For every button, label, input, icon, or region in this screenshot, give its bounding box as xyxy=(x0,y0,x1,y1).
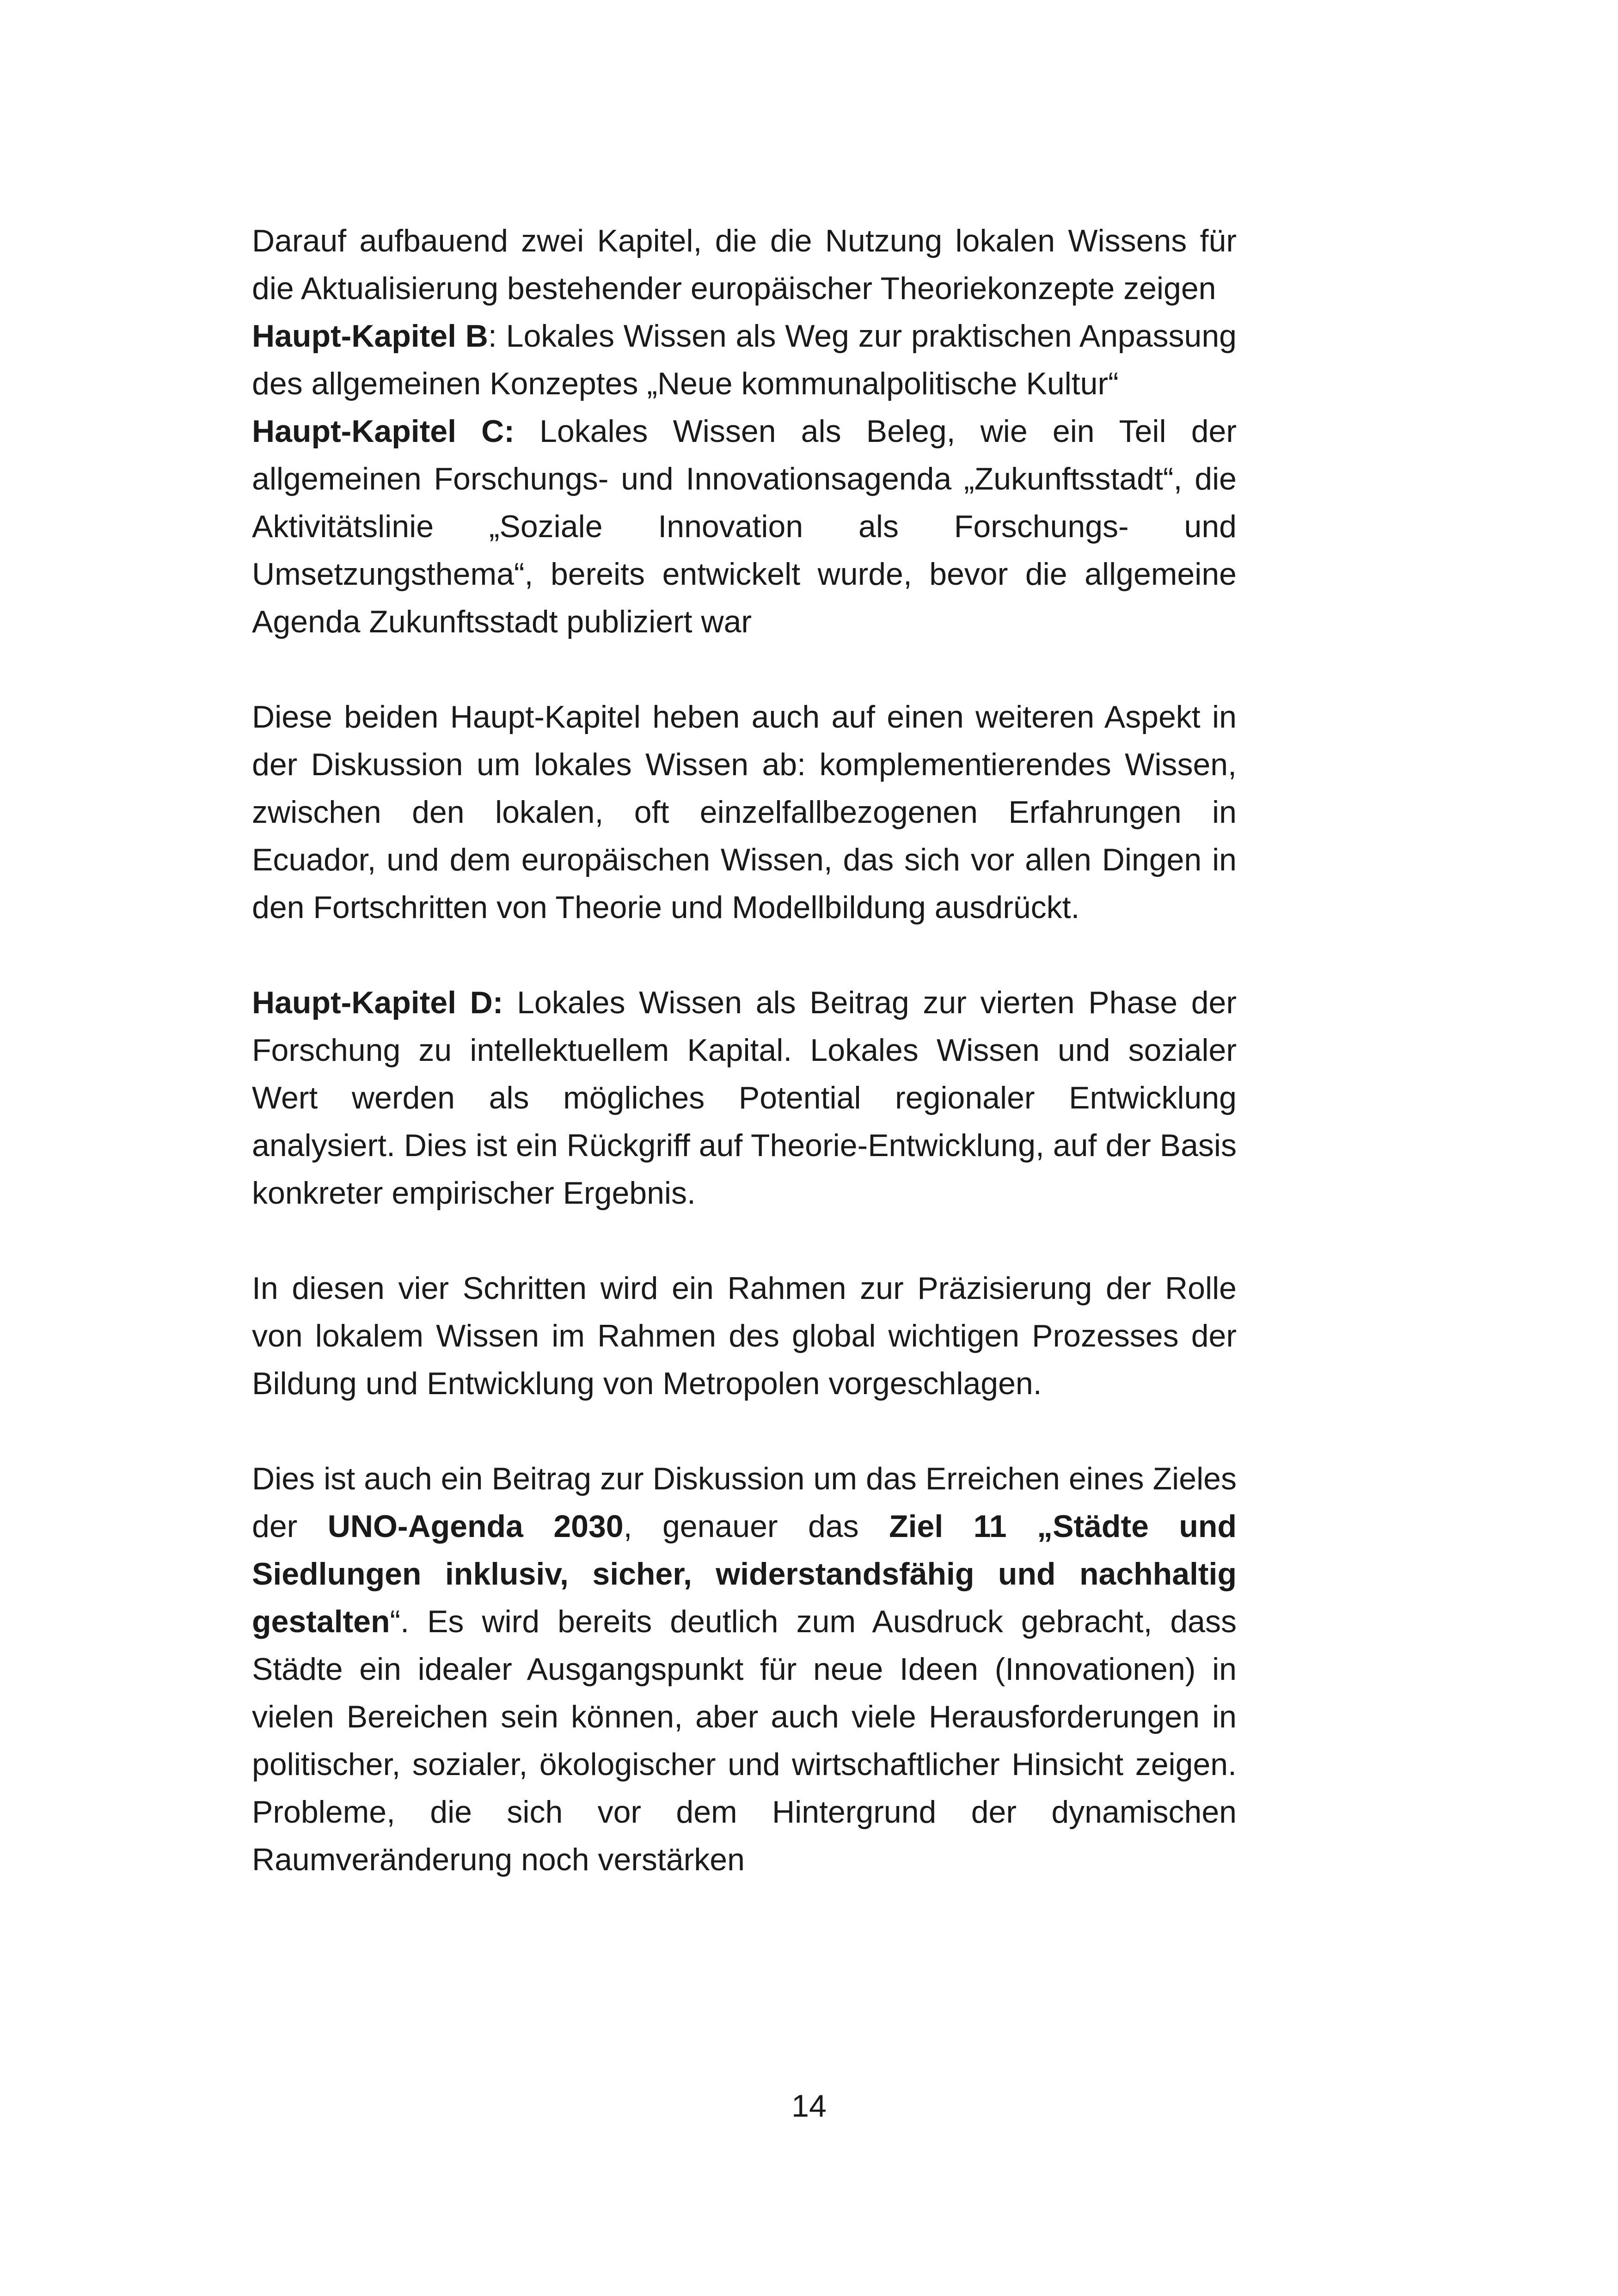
chapter-b-paragraph xyxy=(252,312,1237,408)
body-text xyxy=(252,217,1237,1884)
paragraph-gap xyxy=(252,646,1237,693)
chapter-b-text: : Lokales Wissen als Weg zur praktischen Anpassung des allgemeinen Konzeptes „Neue kommunalpolitische Kultur“ xyxy=(252,318,1237,401)
goal-11-label: Ziel 11 „Städte und Siedlungen inklusiv, sicher, widerstandsfähig und nachhaltig gestalten xyxy=(252,1509,1237,1639)
paragraph-gap xyxy=(252,931,1237,979)
agenda-text-part2: , genauer das xyxy=(623,1509,889,1544)
paragraph-gap xyxy=(252,1408,1237,1455)
chapter-c-text: Lokales Wissen als Beleg, wie ein Teil der allgemeinen Forschungs- und Innovationsagenda „Zukunftsstadt“, die Aktivitätslinie „Soziale Innovation als Forschungs- und Umsetzungsthema“, bereits entwickelt wurde, bevor die allgemeine Agenda Zukunftsstadt publiziert war xyxy=(252,414,1237,639)
chapter-c-label: Haupt-Kapitel C: xyxy=(252,414,515,449)
page-number: 14 xyxy=(791,2088,827,2124)
chapter-d-paragraph xyxy=(252,979,1237,1217)
chapter-b-label: Haupt-Kapitel B xyxy=(252,318,488,354)
chapter-d-text: Lokales Wissen als Beitrag zur vierten Phase der Forschung zu intellektuellem Kapital. Lokales Wissen und sozialer Wert werden als mögliches Potential regionaler Entwicklung analysiert. Dies ist ein Rückgriff auf Theorie-Entwicklung, auf der Basis konkreter empirischer Ergebnis. xyxy=(252,985,1237,1211)
uno-agenda-label: UNO-Agenda 2030 xyxy=(327,1509,624,1544)
agenda-paragraph xyxy=(252,1455,1237,1884)
complement-paragraph: Diese beiden Haupt-Kapitel heben auch auf einen weiteren Aspekt in der Diskussion um lokales Wissen ab: komplementierendes Wissen, zwischen den lokalen, oft einzelfallbezogenen Erfahrungen in Ecuador, und dem europäischen Wissen, das sich vor allen Dingen in den Fortschritten von Theorie und Modellbildung ausdrückt. xyxy=(252,699,1237,925)
paragraph-gap xyxy=(252,1217,1237,1265)
chapter-d-label: Haupt-Kapitel D: xyxy=(252,985,503,1020)
chapter-c-paragraph xyxy=(252,408,1237,646)
agenda-text-part3: “. Es wird bereits deutlich zum Ausdruck gebracht, dass Städte ein idealer Ausgangspunkt für neue Ideen (Innovationen) in vielen Bereichen sein können, aber auch viele Herausforderungen in politischer, sozialer, ökologischer und wirtschaftlicher Hinsicht zeigen. Probleme, die sich vor dem Hintergrund der dynamischen Raumveränderung noch verstärken xyxy=(252,1604,1237,1877)
agenda-text-part1: Dies ist auch ein Beitrag zur Diskussion um das Erreichen eines Zieles der xyxy=(252,1461,1237,1544)
intro-paragraph: Darauf aufbauend zwei Kapitel, die die Nutzung lokalen Wissens für die Aktualisierung bestehender europäischer Theoriekonzepte zeigen xyxy=(252,223,1237,306)
steps-paragraph: In diesen vier Schritten wird ein Rahmen zur Präzisierung der Rolle von lokalem Wissen im Rahmen des global wichtigen Prozesses der Bildung und Entwicklung von Metropolen vorgeschlagen. xyxy=(252,1271,1237,1401)
